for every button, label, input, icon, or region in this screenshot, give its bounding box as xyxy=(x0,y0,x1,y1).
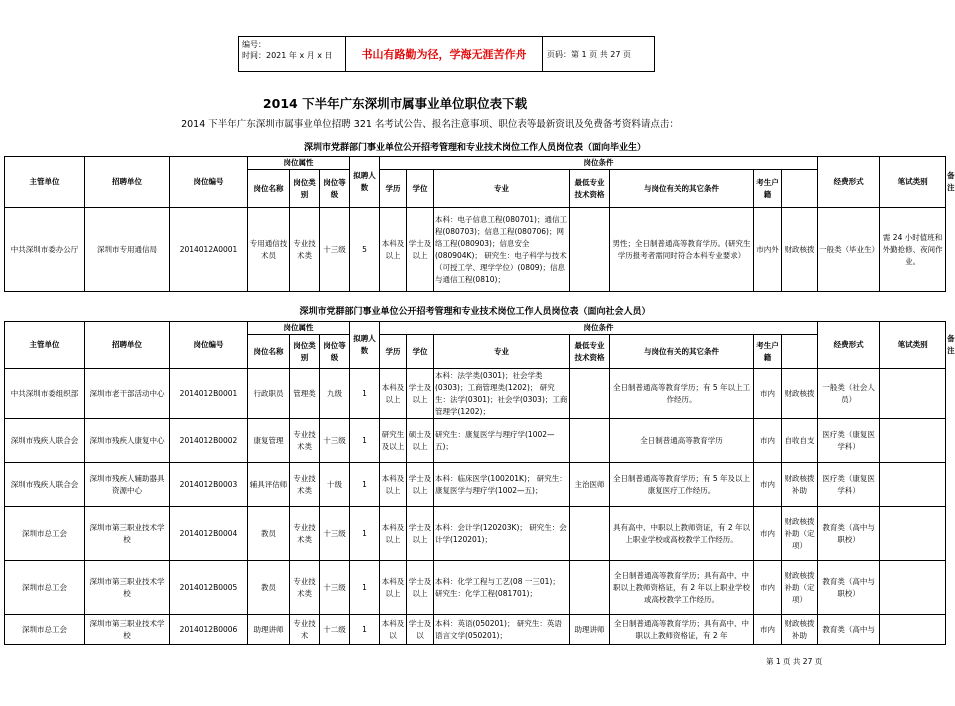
col-major: 专业 xyxy=(434,335,570,369)
table-row xyxy=(5,369,946,419)
table-row xyxy=(5,561,946,615)
time-label: 时间：2021 年 x 月 x 日 xyxy=(242,51,333,60)
cell-degree: 硕士及以上 xyxy=(407,419,434,463)
cell-type: 专业技术类 xyxy=(290,507,320,561)
cell-fund: 财政核拨补助 xyxy=(782,615,818,645)
col-attr-group: 岗位属性 xyxy=(248,322,350,335)
cell-hukou: 市内 xyxy=(754,561,782,615)
col-fund: 经费形式 xyxy=(818,322,880,369)
cell-exam: 一般类（毕业生） xyxy=(818,208,880,292)
cell-note xyxy=(880,463,946,507)
col-fund: 经费形式 xyxy=(818,157,880,208)
cell-note xyxy=(880,561,946,615)
cell-exam: 医疗类（康复医学科） xyxy=(818,419,880,463)
cell-degree: 学士及以上 xyxy=(407,369,434,419)
col-edu: 学历 xyxy=(380,335,407,369)
table1-caption: 深圳市党群部门事业单位公开招考管理和专业技术岗位工作人员岗位表（面向毕业生） xyxy=(303,143,646,153)
cell-qual xyxy=(570,561,610,615)
page-footer: 第 1 页 共 27 页 xyxy=(766,657,823,666)
cell-exam: 教育类（高中与职校） xyxy=(818,561,880,615)
cell-level: 九级 xyxy=(320,369,350,419)
cell-type: 专业技术类 xyxy=(290,419,320,463)
cell-qual xyxy=(570,208,610,292)
cell-edu: 研究生及以上 xyxy=(380,419,407,463)
cell-name: 专用通信技术员 xyxy=(248,208,290,292)
cell-name: 行政职员 xyxy=(248,369,290,419)
cell-hukou: 市内外 xyxy=(754,208,782,292)
table-social: 主管单位 招聘单位 岗位编号 岗位属性 拟聘人数 岗位条件 经费形式 笔试类别 备注 岗位名称 岗位类别 岗位等级 学历 学位 专业 最低专业技术资格 与岗位有关的其它条件 考生户籍 中共深圳市委组织部 深圳市老干部活动中心 2014012B0001 行政职员 管理类 九级 1 本科及以上 学士及以上 本科：法学类(0301)；社会学类(0303)；工商管理类(1202)； 研究生：法学(0301)；社会学(0303)；工商管理学(1202)； 全日制普通高等教育学历；有 5 年以上工作经历。 市内 财政核拨 一般类（社会人员） 深圳市残疾人联合会 深圳市残疾人康复中心 2014012B0002 康复管理 专业技术类 十三级 1 研究生及以上 硕士及以上 研究生：康复医学与理疗学(1002—五)； 全日制普通高等教育学历 市内 自收自支 医疗类（康复医学科） 深圳市残疾人联合会 深圳市残疾人辅助器具资源中心 2014012B0003 辅具评估师 专业技术类 十级 1 本科及以上 学士及以上 本科：临床医学(100201K)； 研究生：康复医学与理疗学(1002—五)； 主治医师 全日制普通高等教育学历；有 5 年及以上康复医疗工作经历。 市内 财政核拨补助 医疗类（康复医学科） 深圳市总工会 深圳市第三职业技术学校 2014012B0004 教员 专业技术类 十三级 1 本科及以上 学士及以上 本科：会计学(120203K)； 研究生：会计学(120201)； 具有高中、中职以上教师资证，有 2 年以上职业学校或高校教学工作经历。 市内 财政核拨补助（定项） 教育类（高中与职校） 深圳市总工会 深圳市第三职业技术学校 2014012B0005 教员 专业技术类 十三级 1 本科及以上 学士及以上 本科：化学工程与工艺(08 一三01)； 研究生：化学工程(081701)； 全日制普通高等教育学历；具有高中、中职以上教师资格证，有 2 年以上职业学校或高校教学工作经历。 市内 财政核拨补助（定项） 教育类（高中与职校） 深圳市总工会 深圳市第三职业技术学校 2014012B0006 助理讲师 专业技术 十二级 1 本科及以 学士及以 本科：英语(050201)； 研究生：英语语言文学(050201)； 助理讲师 全日制普通高等教育学历；具有高中、中职以上教师资格证，有 2 年 市内 财政核拨补助 教育类（高中与 xyxy=(4,321,946,645)
cell-count: 1 xyxy=(350,463,380,507)
table2-caption: 深圳市党群部门事业单位公开招考管理和专业技术岗位工作人员岗位表（面向社会人员） xyxy=(299,307,651,317)
serial-label: 编号： xyxy=(242,40,266,49)
col-name: 岗位名称 xyxy=(248,170,290,208)
cell-recruit: 深圳市第三职业技术学校 xyxy=(85,615,170,645)
col-cond-group: 岗位条件 xyxy=(380,157,818,170)
cell-degree: 学士及以 xyxy=(407,615,434,645)
cell-level: 十三级 xyxy=(320,419,350,463)
cell-hukou: 市内 xyxy=(754,463,782,507)
cell-hukou: 市内 xyxy=(754,615,782,645)
cell-qual xyxy=(570,419,610,463)
col-qual: 最低专业技术资格 xyxy=(570,170,610,208)
cell-name: 康复管理 xyxy=(248,419,290,463)
col-degree: 学位 xyxy=(407,335,434,369)
cell-name: 助理讲师 xyxy=(248,615,290,645)
cell-edu: 本科及以上 xyxy=(380,507,407,561)
cell-count: 1 xyxy=(350,419,380,463)
col-unit: 主管单位 xyxy=(5,322,85,369)
cell-edu: 本科及以上 xyxy=(380,463,407,507)
cell-level: 十三级 xyxy=(320,208,350,292)
col-exam: 笔试类别 xyxy=(880,157,946,208)
cell-note xyxy=(880,369,946,419)
cell-code: 2014012B0004 xyxy=(170,507,248,561)
table-row xyxy=(5,208,946,292)
col-code: 岗位编号 xyxy=(170,322,248,369)
cell-note xyxy=(880,507,946,561)
cell-edu: 本科及以上 xyxy=(380,208,407,292)
cell-unit: 中共深圳市委办公厅 xyxy=(5,208,85,292)
cell-recruit: 深圳市残疾人康复中心 xyxy=(85,419,170,463)
col-unit: 主管单位 xyxy=(5,157,85,208)
cell-type: 管理类 xyxy=(290,369,320,419)
col-code: 岗位编号 xyxy=(170,157,248,208)
col-other: 与岗位有关的其它条件 xyxy=(610,170,754,208)
document-header xyxy=(238,36,655,72)
cell-unit: 中共深圳市委组织部 xyxy=(5,369,85,419)
cell-note: 需 24 小时值班和外勤抢修、夜间作业。 xyxy=(880,208,946,292)
cell-unit: 深圳市残疾人联合会 xyxy=(5,463,85,507)
cell-recruit: 深圳市第三职业技术学校 xyxy=(85,507,170,561)
cell-degree: 学士及以上 xyxy=(407,561,434,615)
col-degree: 学位 xyxy=(407,170,434,208)
col-recruit: 招聘单位 xyxy=(85,322,170,369)
col-recruit: 招聘单位 xyxy=(85,157,170,208)
cell-fund: 财政核拨 xyxy=(782,208,818,292)
cell-name: 教员 xyxy=(248,507,290,561)
cell-major: 本科：化学工程与工艺(08 一三01)； 研究生：化学工程(081701)； xyxy=(434,561,570,615)
cell-other: 全日制普通高等教育学历；具有高中、中职以上教师资格证，有 2 年以上职业学校或高校教学工作经历。 xyxy=(610,561,754,615)
col-edu: 学历 xyxy=(380,170,407,208)
col-qual: 最低专业技术资格 xyxy=(570,335,610,369)
cell-major: 本科：临床医学(100201K)； 研究生：康复医学与理疗学(1002—五)； xyxy=(434,463,570,507)
cell-other: 具有高中、中职以上教师资证，有 2 年以上职业学校或高校教学工作经历。 xyxy=(610,507,754,561)
cell-major: 本科：会计学(120203K)； 研究生：会计学(120201)； xyxy=(434,507,570,561)
cell-code: 2014012B0002 xyxy=(170,419,248,463)
cell-degree: 学士及以上 xyxy=(407,507,434,561)
cell-fund: 财政核拨补助（定项） xyxy=(782,561,818,615)
cell-code: 2014012B0005 xyxy=(170,561,248,615)
cell-major: 本科：法学类(0301)；社会学类(0303)；工商管理类(1202)； 研究生：法学(0301)；社会学(0303)；工商管理学(1202)； xyxy=(434,369,570,419)
cell-other: 全日制普通高等教育学历；具有高中、中职以上教师资格证，有 2 年 xyxy=(610,615,754,645)
cell-degree: 学士及以上 xyxy=(407,208,434,292)
table-row xyxy=(5,615,946,645)
cell-count: 1 xyxy=(350,507,380,561)
cell-code: 2014012B0003 xyxy=(170,463,248,507)
cell-recruit: 深圳市残疾人辅助器具资源中心 xyxy=(85,463,170,507)
cell-unit: 深圳市总工会 xyxy=(5,507,85,561)
cell-hukou: 市内 xyxy=(754,507,782,561)
cell-exam: 一般类（社会人员） xyxy=(818,369,880,419)
col-hukou: 考生户籍 xyxy=(754,170,782,208)
cell-count: 1 xyxy=(350,369,380,419)
cell-type: 专业技术类 xyxy=(290,561,320,615)
col-level: 岗位等级 xyxy=(320,335,350,369)
col-exam: 笔试类别 xyxy=(880,322,946,369)
col-count: 拟聘人数 xyxy=(350,157,380,208)
col-major: 专业 xyxy=(434,170,570,208)
cell-count: 1 xyxy=(350,561,380,615)
page-info: 页码：第 1 页 共 27 页 xyxy=(547,49,631,59)
col-attr-group: 岗位属性 xyxy=(248,157,350,170)
cell-type: 专业技术类 xyxy=(290,463,320,507)
col-level: 岗位等级 xyxy=(320,170,350,208)
col-hukou: 考生户籍 xyxy=(754,335,782,369)
cell-major: 本科：电子信息工程(080701)；通信工程(080703)；信息工程(080706)；网络工程(080903)；信息安全(080904K)； 研究生：电子科学与技术（可授工学、理学学位）(0809)；信息与通信工程(0810)； xyxy=(434,208,570,292)
cell-level: 十三级 xyxy=(320,507,350,561)
cell-count: 5 xyxy=(350,208,380,292)
cell-other: 全日制普通高等教育学历 xyxy=(610,419,754,463)
col-count: 拟聘人数 xyxy=(350,322,380,369)
cell-level: 十三级 xyxy=(320,561,350,615)
cell-recruit: 深圳市专用通信局 xyxy=(85,208,170,292)
cell-major: 研究生：康复医学与理疗学(1002—五)； xyxy=(434,419,570,463)
cell-code: 2014012A0001 xyxy=(170,208,248,292)
document-title: 2014 下半年广东深圳市属事业单位职位表下载 xyxy=(262,96,528,111)
cell-unit: 深圳市残疾人联合会 xyxy=(5,419,85,463)
cell-recruit: 深圳市老干部活动中心 xyxy=(85,369,170,419)
cell-qual: 主治医师 xyxy=(570,463,610,507)
cell-fund: 财政核拨补助（定项） xyxy=(782,507,818,561)
cell-level: 十级 xyxy=(320,463,350,507)
table-row xyxy=(5,463,946,507)
col-cond-group: 岗位条件 xyxy=(380,322,818,335)
cell-exam: 教育类（高中与职校） xyxy=(818,507,880,561)
cell-other: 全日制普通高等教育学历；有 5 年及以上康复医疗工作经历。 xyxy=(610,463,754,507)
cell-type: 专业技术类 xyxy=(290,208,320,292)
cell-note xyxy=(880,419,946,463)
cell-type: 专业技术 xyxy=(290,615,320,645)
table-row xyxy=(5,507,946,561)
cell-level: 十二级 xyxy=(320,615,350,645)
table-graduates: 主管单位 招聘单位 岗位编号 岗位属性 拟聘人数 岗位条件 经费形式 笔试类别 备注 岗位名称 岗位类别 岗位等级 学历 学位 专业 最低专业技术资格 与岗位有关的其它条件 考生户籍 中共深圳市委办公厅 深圳市专用通信局 2014012A0001 专用通信技术员 专业技术类 十三级 5 本科及以上 学士及以上 本科：电子信息工程(080701)；通信工程(080703)；信息工程(080706)；网络工程(080903)；信息安全(080904K)； 研究生：电子科学与技术（可授工学、理学学位）(0809)；信息与通信工程(0810)； 男性；全日制普通高等教育学历。(研究生学历报考者需同时符合本科专业要求） 市内外 财政核拨 一般类（毕业生） 需 24 小时值班和外勤抢修、夜间作业。 xyxy=(4,156,946,292)
cell-fund: 财政核拨补助 xyxy=(782,463,818,507)
cell-note xyxy=(880,615,946,645)
cell-count: 1 xyxy=(350,615,380,645)
cell-exam: 教育类（高中与 xyxy=(818,615,880,645)
cell-degree: 学士及以上 xyxy=(407,463,434,507)
cell-hukou: 市内 xyxy=(754,419,782,463)
cell-fund: 财政核拨 xyxy=(782,369,818,419)
cell-hukou: 市内 xyxy=(754,369,782,419)
cell-major: 本科：英语(050201)； 研究生：英语语言文学(050201)； xyxy=(434,615,570,645)
cell-name: 辅具评估师 xyxy=(248,463,290,507)
slogan: 书山有路勤为径，学海无涯苦作舟 xyxy=(346,37,543,71)
table-row xyxy=(5,419,946,463)
cell-code: 2014012B0006 xyxy=(170,615,248,645)
cell-exam: 医疗类（康复医学科） xyxy=(818,463,880,507)
col-name: 岗位名称 xyxy=(248,335,290,369)
cell-qual: 助理讲师 xyxy=(570,615,610,645)
cell-other: 男性；全日制普通高等教育学历。(研究生学历报考者需同时符合本科专业要求） xyxy=(610,208,754,292)
cell-other: 全日制普通高等教育学历；有 5 年以上工作经历。 xyxy=(610,369,754,419)
cell-edu: 本科及以上 xyxy=(380,369,407,419)
cell-recruit: 深圳市第三职业技术学校 xyxy=(85,561,170,615)
document-subtitle: 2014 下半年广东深圳市属事业单位招聘 321 名考试公告、报名注意事项、职位表等最新资讯及免费备考资料请点击： xyxy=(181,119,679,130)
cell-unit: 深圳市总工会 xyxy=(5,561,85,615)
cell-name: 教员 xyxy=(248,561,290,615)
header-meta xyxy=(239,37,346,71)
cell-unit: 深圳市总工会 xyxy=(5,615,85,645)
cell-qual xyxy=(570,507,610,561)
cell-code: 2014012B0001 xyxy=(170,369,248,419)
cell-edu: 本科及以上 xyxy=(380,561,407,615)
cell-fund: 自收自支 xyxy=(782,419,818,463)
cell-qual xyxy=(570,369,610,419)
col-type: 岗位类别 xyxy=(290,170,320,208)
col-type: 岗位类别 xyxy=(290,335,320,369)
col-other: 与岗位有关的其它条件 xyxy=(610,335,754,369)
cell-edu: 本科及以 xyxy=(380,615,407,645)
